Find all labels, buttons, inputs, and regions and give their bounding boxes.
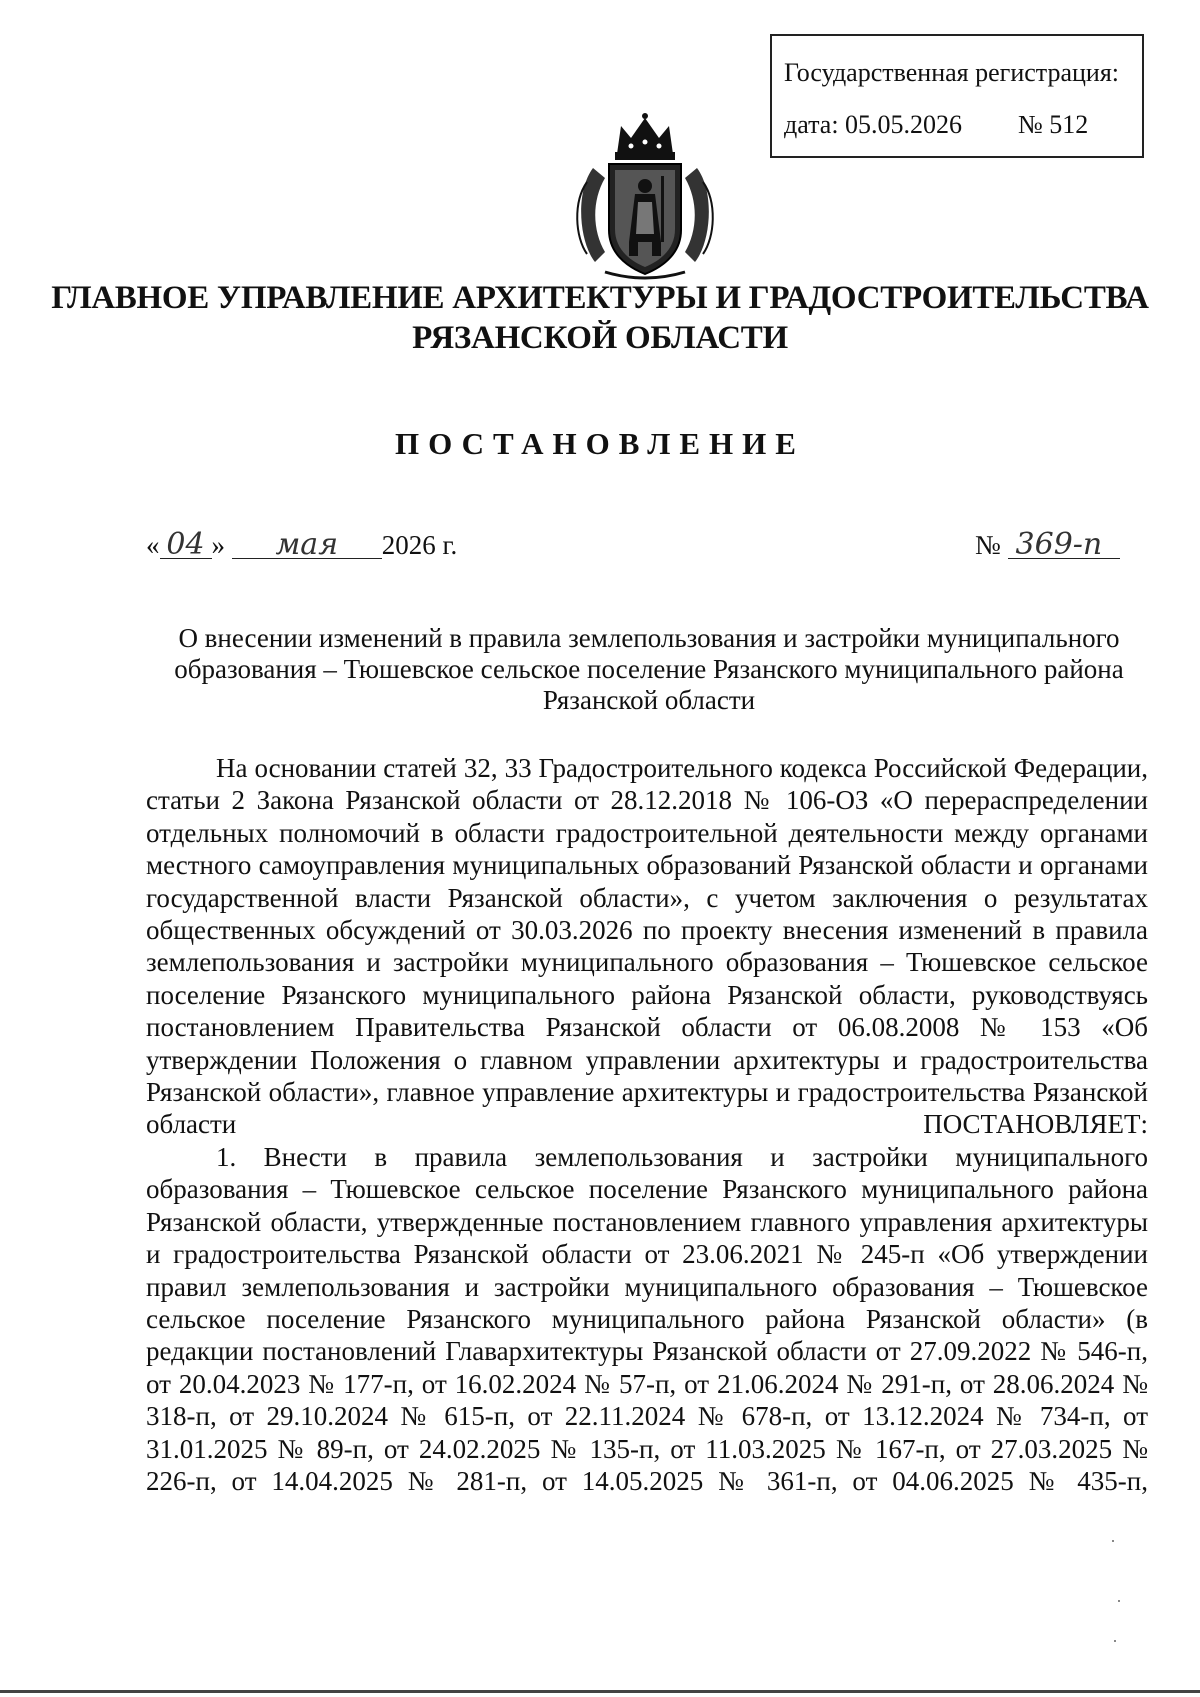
date-close-quote: » [211,530,225,560]
document-date [146,527,458,562]
organization-name: ГЛАВНОЕ УПРАВЛЕНИЕ АРХИТЕКТУРЫ И ГРАДОСТРОИТЕЛЬСТВА [51,280,1149,316]
registration-date: дата: 05.05.2026 [784,110,963,139]
document-number-label: № [975,530,1001,560]
registration-title: Государственная регистрация: [784,58,1120,87]
date-day: 04 [160,532,212,559]
scan-speck [1118,1600,1120,1602]
preamble-paragraph: На основании статей 32, 33 Градостроительного кодекса Российской Федерации, статьи 2 Закона Рязанской области от 28.12.2018 № 106-ОЗ «О перераспределении отдельных полномочий в области градостроительной деятельности между органами местного самоуправления муниципальных образований Рязанской области и органами государственной власти Рязанской области», с учетом заключения о результатах общественных обсуждений от 30.03.2026 по проекту внесения изменений в правила землепользования и застройки муниципального образования – Тюшевское сельское поселение Рязанского муниципального района Рязанской области, руководствуясь постановлением Правительства Рязанской области от 06.08.2008 № 153 «Об утверждении Положения о главном управлении архитектуры и градостроительства Рязанской области», главное управление архитектуры и градостроительства Рязанской области ПОСТАНОВЛЯЕТ: [146,753,1148,1140]
scan-speck [1114,1640,1116,1642]
date-open-quote: « [146,530,160,560]
scan-speck [1112,1540,1114,1542]
registration-number: № 512 [1018,110,1089,139]
document-type: ПОСТАНОВЛЕНИЕ [395,426,805,461]
registration-stamp [770,34,1144,158]
document-number-value: 369-п [1008,532,1120,559]
document-number [975,527,1120,562]
coat-of-arms-icon [565,112,725,282]
organization-region: РЯЗАНСКОЙ ОБЛАСТИ [412,320,788,356]
date-year: 2026 г. [381,530,458,560]
scan-edge-line [0,1690,1200,1693]
document-subject: О внесении изменений в правила землепользования и застройки муниципального образования – Тюшевское сельское поселение Рязанского муниципального района Рязанской области [174,623,1124,715]
date-month: мая [232,532,382,559]
item-1-paragraph: 1. Внести в правила землепользования и застройки муниципального образования – Тюшевское сельское поселение Рязанского муниципального района Рязанской области, утвержденные постановлением главного управления архитектуры и градостроительства Рязанской области от 23.06.2021 № 245-п «Об утверждении правил землепользования и застройки муниципального образования – Тюшевское сельское поселение Рязанского муниципального района Рязанской области» (в редакции постановлений Главархитектуры Рязанской области от 27.09.2022 № 546-п, от 20.04.2023 № 177-п, от 16.02.2024 № 57-п, от 21.06.2024 № 291-п, от 28.06.2024 № 318-п, от 29.10.2024 № 615-п, от 22.11.2024 № 678-п, от 13.12.2024 № 734-п, от 31.01.2025 № 89-п, от 24.02.2025 № 135-п, от 11.03.2025 № 167-п, от 27.03.2025 № 226-п, от 14.04.2025 № 281-п, от 14.05.2025 № 361-п, от 04.06.2025 № 435-п, [146,1141,1148,1496]
document-body [146,752,1148,1497]
